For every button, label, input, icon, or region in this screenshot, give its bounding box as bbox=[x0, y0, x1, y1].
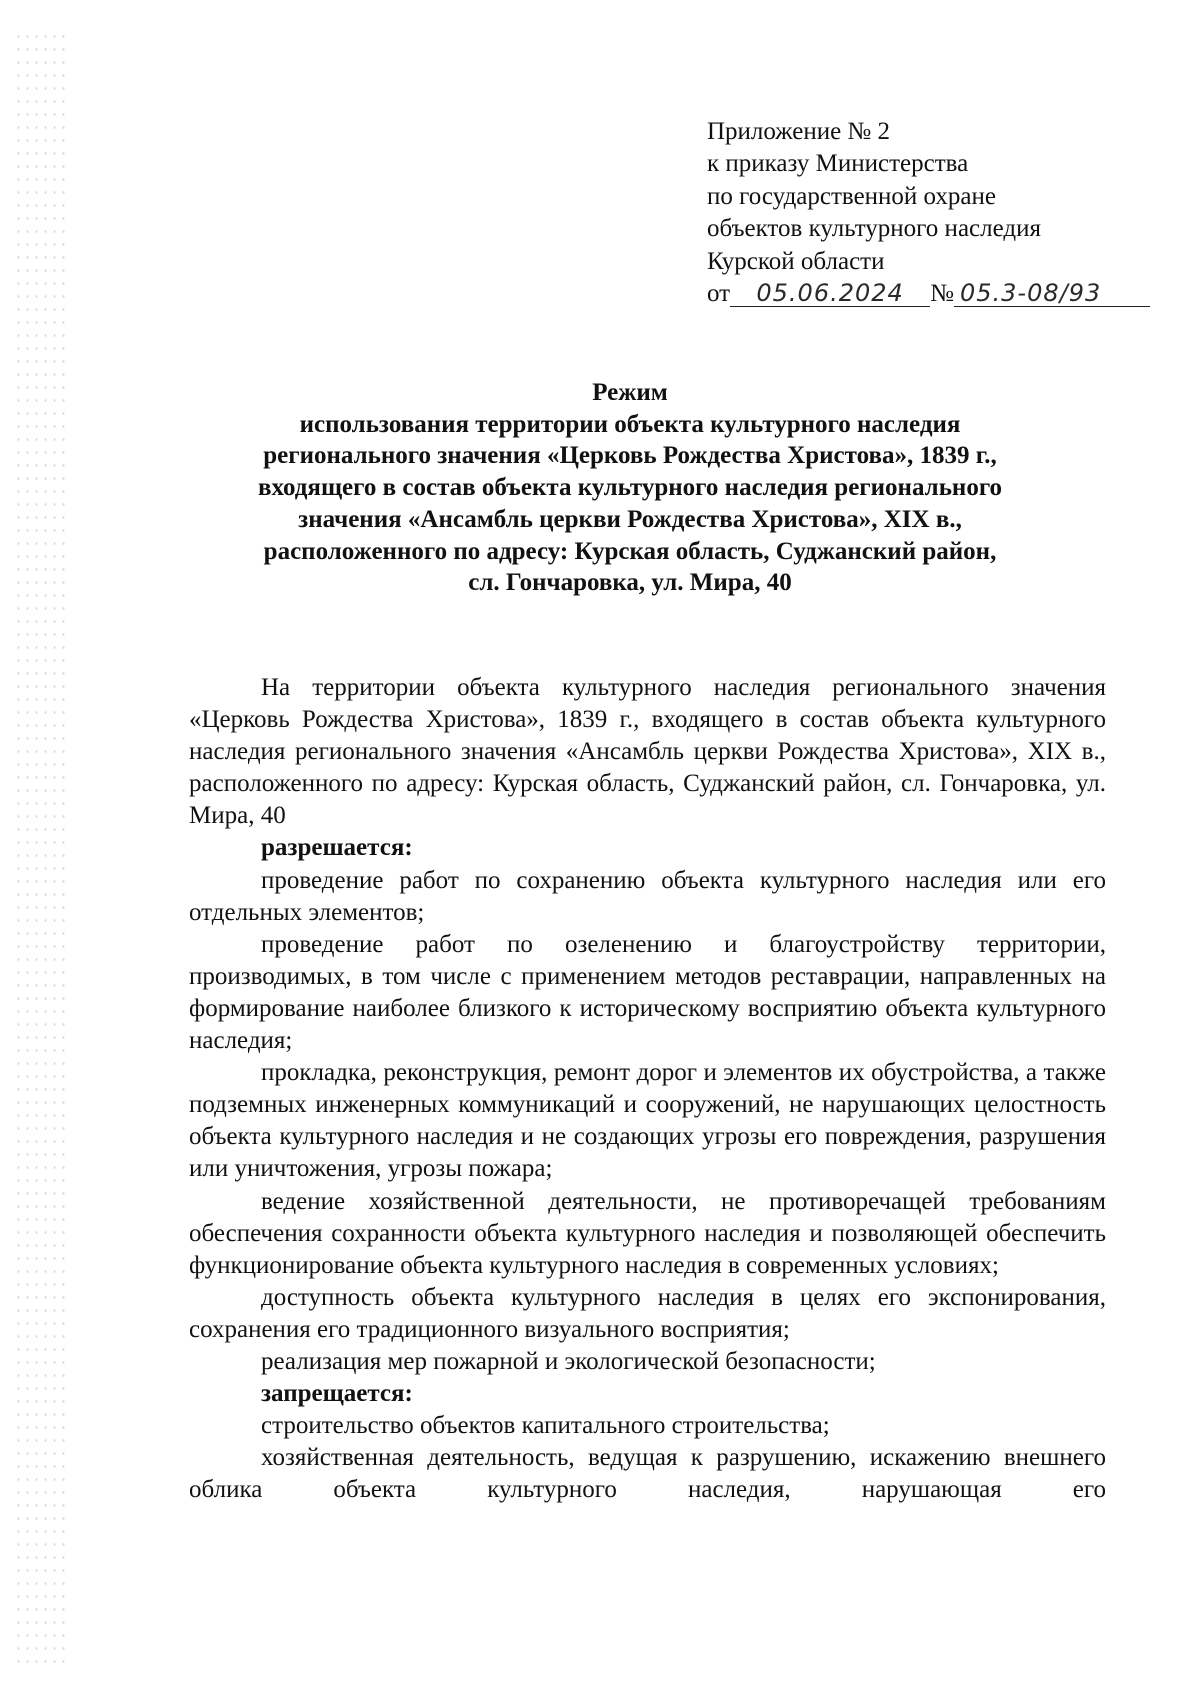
allowed-item: проведение работ по озеленению и благоустройству территории, производимых, в том числе с применением методов реставрации, направленных на формирование наиболее близкого к историческому восприятию объекта культурного наследия; bbox=[189, 930, 1106, 1055]
allowed-item: прокладка, реконструкция, ремонт дорог и элементов их обустройства, а также подземных инженерных коммуникаций и сооружений, не нарушающих целостность объекта культурного наследия и не создающих угрозы его повреждения, разрушения или уничтожения, угрозы пожара; bbox=[189, 1059, 1106, 1183]
title-line: регионального значения «Церковь Рождества Христова», 1839 г., bbox=[263, 442, 997, 470]
forbidden-heading: запрещается: bbox=[261, 1380, 413, 1408]
appendix-ministry-line: по государственной охране bbox=[707, 182, 997, 210]
number-label: № bbox=[930, 280, 954, 308]
forbidden-item: хозяйственная деятельность, ведущая к разрушению, искажению внешнего облика объекта культурного наследия, нарушающая его bbox=[189, 1444, 1106, 1504]
appendix-heritage-line: объектов культурного наследия bbox=[707, 215, 1041, 243]
scan-edge-noise bbox=[14, 30, 69, 1670]
allowed-item: реализация мер пожарной и экологической безопасности; bbox=[261, 1347, 876, 1375]
title-line: расположенного по адресу: Курская область, Суджанский район, bbox=[263, 537, 997, 565]
appendix-block bbox=[707, 116, 1177, 310]
forbidden-item: строительство объектов капитального строительства; bbox=[261, 1412, 830, 1440]
handwritten-date: 05.06.2024 bbox=[730, 280, 930, 307]
allowed-item: доступность объекта культурного наследия в целях его экспонирования, сохранения его традиционного визуального восприятия; bbox=[189, 1283, 1106, 1343]
appendix-region-line: Курской области bbox=[707, 247, 885, 275]
title-line: сл. Гончаровка, ул. Мира, 40 bbox=[468, 569, 792, 597]
allowed-heading: разрешается: bbox=[261, 834, 413, 862]
appendix-date-number-line bbox=[707, 278, 1177, 310]
title-line: значения «Ансамбль церкви Рождества Христова», XIX в., bbox=[298, 505, 962, 533]
intro-paragraph: На территории объекта культурного наследия регионального значения «Церковь Рождества Христова», 1839 г., входящего в состав объекта культурного наследия регионального значения «Ансамбль церкви Рождества Христова», XIX в., расположенного по адресу: Курская область, Суджанский район, сл. Гончаровка, ул. Мира, 40 bbox=[189, 674, 1106, 830]
document-body bbox=[189, 672, 1106, 1506]
document-title bbox=[175, 377, 1085, 599]
handwritten-order-number: 05.3-08/93 bbox=[954, 280, 1150, 307]
appendix-number: Приложение № 2 bbox=[707, 118, 891, 145]
from-label: от bbox=[707, 280, 731, 308]
allowed-item: ведение хозяйственной деятельности, не противоречащей требованиям обеспечения сохранности объекта культурного наследия и позволяющей обеспечить функционирование объекта культурного наследия в современных условиях; bbox=[189, 1187, 1106, 1279]
allowed-item: проведение работ по сохранению объекта культурного наследия или его отдельных элементов; bbox=[189, 866, 1106, 926]
title-line: использования территории объекта культурного наследия bbox=[299, 410, 961, 438]
appendix-order-ref: к приказу Министерства bbox=[707, 150, 969, 178]
title-heading: Режим bbox=[592, 379, 668, 406]
title-line: входящего в состав объекта культурного наследия регионального bbox=[257, 474, 1003, 502]
